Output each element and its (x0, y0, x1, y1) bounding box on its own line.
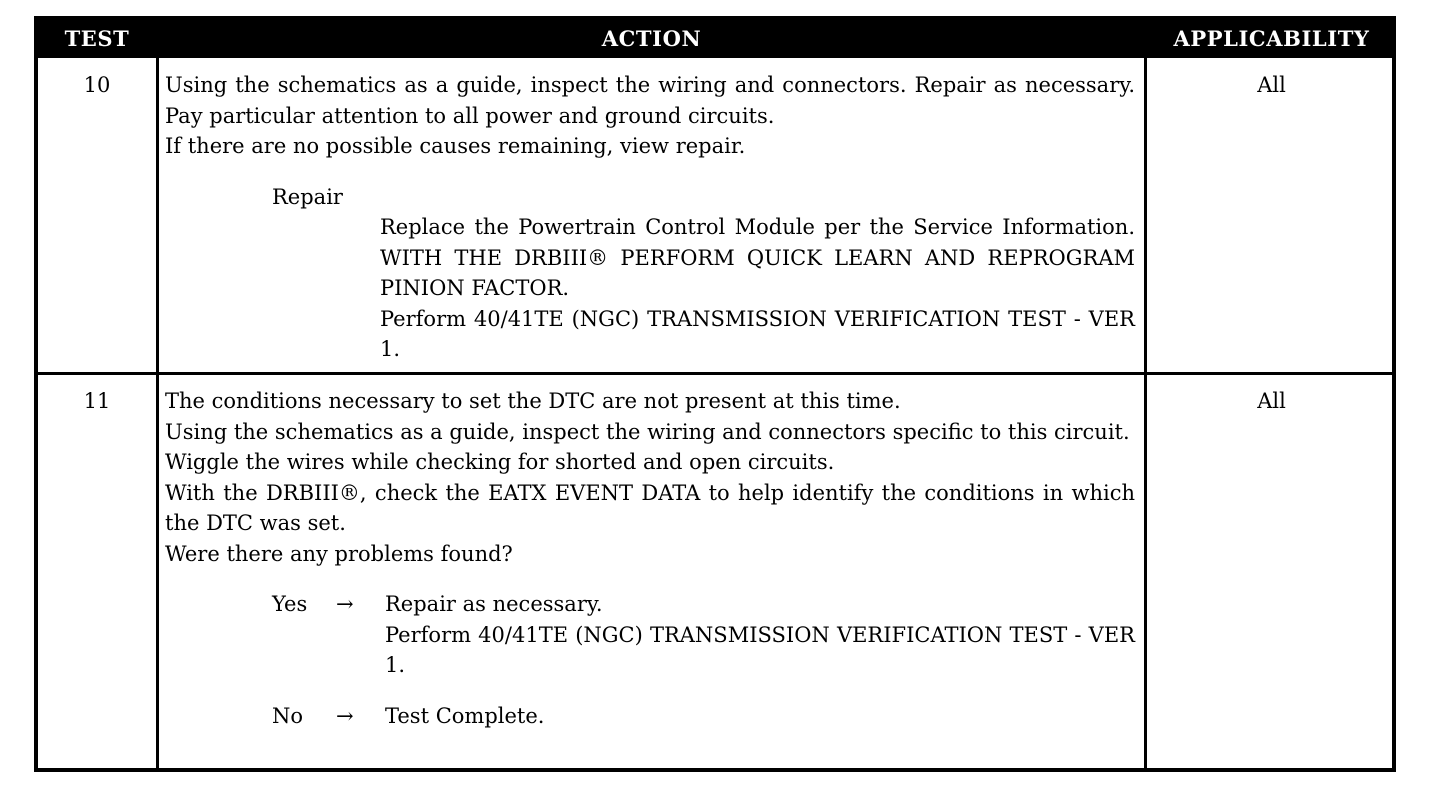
yes-label: Yes (272, 592, 308, 616)
no-instructions (385, 701, 1135, 732)
repair-label: Repair (272, 184, 343, 209)
action-text: Wiggle the wires while checking for shorted and open circuits. (165, 450, 835, 474)
table-header (38, 20, 1392, 58)
action-text: Using the schematics as a guide, inspect the wiring and connectors. Repair as necessary. Pay particular attention to all power and ground circuits. (165, 73, 1135, 128)
yes-instructions (385, 589, 1135, 681)
yes-text: Perform 40/41TE (NGC) TRANSMISSION VERIFICATION TEST - VER 1. (385, 622, 1135, 677)
action-text: With the DRBIII®, check the EATX EVENT DATA to help identify the conditions in which the DTC was set. (165, 480, 1135, 535)
row-divider (38, 372, 1392, 375)
no-branch (272, 701, 1135, 732)
diagnostic-test-table (34, 16, 1396, 772)
header-test: TEST (64, 26, 130, 51)
test-number-11: 11 (83, 389, 111, 413)
action-text: Were there any problems found? (165, 541, 513, 566)
right-arrow-icon: → (336, 592, 354, 616)
repair-text: Perform 40/41TE (NGC) TRANSMISSION VERIFICATION TEST - VER 1. (380, 306, 1135, 361)
action-text: The conditions necessary to set the DTC are not present at this time. (165, 389, 901, 413)
header-action: ACTION (601, 26, 702, 51)
repair-text: Replace the Powertrain Control Module per the Service Information. WITH THE DRBIII® PERFORM QUICK LEARN AND REPROGRAM PINION FACTOR. (380, 215, 1135, 300)
action-text: If there are no possible causes remaining, view repair. (165, 134, 746, 158)
column-divider-test-action (156, 58, 159, 768)
yes-text: Repair as necessary. (385, 592, 603, 616)
header-applicability: APPLICABILITY (1173, 26, 1370, 51)
repair-instructions (380, 212, 1135, 365)
test-number-10: 10 (83, 73, 111, 97)
action-text: Using the schematics as a guide, inspect the wiring and connectors specific to this circuit. (165, 419, 1130, 444)
applicability-10: All (1257, 73, 1286, 97)
action-cell-10 (165, 70, 1135, 365)
yes-branch (272, 589, 1135, 681)
action-cell-11 (165, 386, 1135, 731)
no-text: Test Complete. (385, 703, 545, 728)
applicability-11: All (1257, 389, 1286, 413)
no-label: No (272, 703, 304, 728)
right-arrow-icon: → (336, 703, 354, 728)
